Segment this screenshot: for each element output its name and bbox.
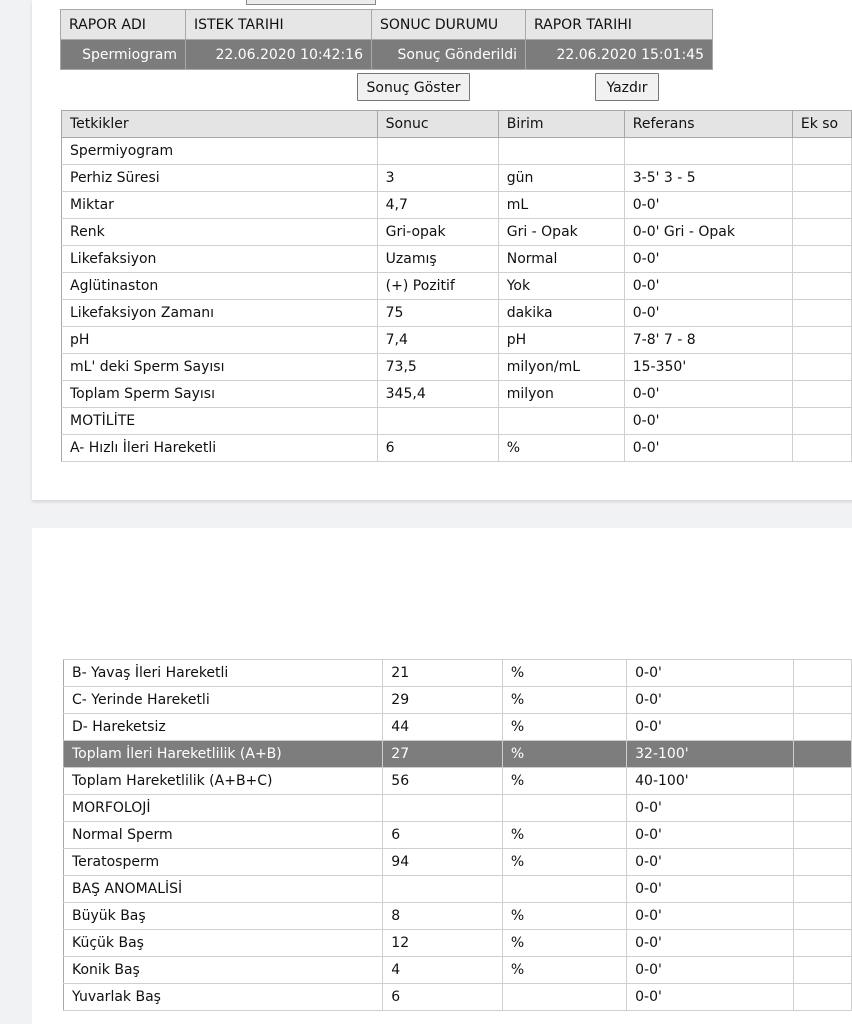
test-row[interactable] <box>64 849 852 876</box>
test-result: (+) Pozitif <box>377 273 498 300</box>
test-row[interactable] <box>64 930 852 957</box>
test-row[interactable] <box>62 138 852 165</box>
test-extra <box>792 435 851 462</box>
test-extra <box>792 192 851 219</box>
test-unit <box>502 876 626 903</box>
test-name: Teratosperm <box>64 849 383 876</box>
test-row[interactable] <box>64 741 852 768</box>
test-name: Perhiz Süresi <box>62 165 378 192</box>
test-unit: % <box>502 957 626 984</box>
test-name: Toplam İleri Hareketlilik (A+B) <box>64 741 383 768</box>
test-result: Uzamış <box>377 246 498 273</box>
col-tetkikler: Tetkikler <box>62 111 378 138</box>
test-reference: 0-0' <box>624 246 792 273</box>
test-result: 6 <box>377 435 498 462</box>
test-row[interactable] <box>62 327 852 354</box>
test-extra <box>792 327 851 354</box>
test-extra <box>792 138 851 165</box>
test-extra <box>794 822 852 849</box>
header-istek-tarihi: ISTEK TARIHI <box>186 10 372 40</box>
test-reference: 0-0' <box>627 957 794 984</box>
test-result: 56 <box>383 768 503 795</box>
test-extra <box>794 714 852 741</box>
test-extra <box>794 930 852 957</box>
test-unit <box>498 138 624 165</box>
col-birim: Birim <box>498 111 624 138</box>
test-extra <box>794 660 852 687</box>
test-row[interactable] <box>64 795 852 822</box>
test-reference: 0-0' <box>624 273 792 300</box>
test-result: 4 <box>383 957 503 984</box>
test-unit: % <box>502 822 626 849</box>
test-name: Likefaksiyon <box>62 246 378 273</box>
test-extra <box>794 957 852 984</box>
test-result: 7,4 <box>377 327 498 354</box>
test-unit: gün <box>498 165 624 192</box>
test-extra <box>794 795 852 822</box>
test-name: MOTİLİTE <box>62 408 378 435</box>
col-referans: Referans <box>624 111 792 138</box>
test-row[interactable] <box>62 300 852 327</box>
test-extra <box>794 984 852 1011</box>
test-extra <box>794 687 852 714</box>
test-extra <box>794 903 852 930</box>
test-row[interactable] <box>64 903 852 930</box>
test-row[interactable] <box>62 246 852 273</box>
test-reference: 0-0' <box>627 822 794 849</box>
test-name: Renk <box>62 219 378 246</box>
test-unit <box>498 408 624 435</box>
test-extra <box>792 219 851 246</box>
test-result: 29 <box>383 687 503 714</box>
test-row[interactable] <box>64 768 852 795</box>
test-reference: 0-0' <box>627 795 794 822</box>
test-unit: % <box>502 741 626 768</box>
show-result-button[interactable]: Sonuç Göster <box>357 73 470 101</box>
tests-table-top <box>61 110 852 462</box>
test-name: Konik Baş <box>64 957 383 984</box>
test-unit: % <box>502 849 626 876</box>
test-reference: 32-100' <box>627 741 794 768</box>
test-unit: mL <box>498 192 624 219</box>
test-reference: 0-0' <box>627 876 794 903</box>
header-rapor-adi: RAPOR ADI <box>61 10 186 40</box>
test-extra <box>792 381 851 408</box>
test-name: Likefaksiyon Zamanı <box>62 300 378 327</box>
test-row[interactable] <box>64 714 852 741</box>
report-row-selected[interactable] <box>61 40 713 70</box>
test-name: B- Yavaş İleri Hareketli <box>64 660 383 687</box>
test-row[interactable] <box>62 381 852 408</box>
test-row[interactable] <box>62 435 852 462</box>
test-name: Spermiyogram <box>62 138 378 165</box>
test-reference: 0-0' <box>627 903 794 930</box>
test-result: 75 <box>377 300 498 327</box>
test-name: Küçük Baş <box>64 930 383 957</box>
test-reference: 0-0' <box>627 930 794 957</box>
test-result <box>377 138 498 165</box>
test-result: 21 <box>383 660 503 687</box>
test-row[interactable] <box>62 165 852 192</box>
test-result: 8 <box>383 903 503 930</box>
test-extra <box>792 408 851 435</box>
test-unit: Normal <box>498 246 624 273</box>
tests-table-bottom <box>63 659 852 1011</box>
report-summary-table <box>60 9 713 70</box>
test-extra <box>792 354 851 381</box>
test-name: mL' deki Sperm Sayısı <box>62 354 378 381</box>
test-reference: 0-0' <box>627 849 794 876</box>
top-button-cutoff[interactable] <box>246 0 376 5</box>
test-name: Büyük Baş <box>64 903 383 930</box>
test-reference: 0-0' <box>627 660 794 687</box>
test-unit <box>502 984 626 1011</box>
request-date[interactable]: 22.06.2020 10:42:16 <box>186 40 372 70</box>
test-name: A- Hızlı İleri Hareketli <box>62 435 378 462</box>
test-row[interactable] <box>62 354 852 381</box>
test-unit: Yok <box>498 273 624 300</box>
test-unit: dakika <box>498 300 624 327</box>
test-result: 3 <box>377 165 498 192</box>
test-result: 6 <box>383 984 503 1011</box>
test-row[interactable] <box>64 660 852 687</box>
test-result: 44 <box>383 714 503 741</box>
test-extra <box>792 246 851 273</box>
test-result <box>383 876 503 903</box>
test-unit: % <box>502 903 626 930</box>
test-extra <box>792 165 851 192</box>
test-name: Aglütinaston <box>62 273 378 300</box>
test-row[interactable] <box>64 822 852 849</box>
report-header-row <box>61 10 713 40</box>
test-unit: % <box>502 930 626 957</box>
test-unit: % <box>502 714 626 741</box>
test-unit: % <box>502 687 626 714</box>
test-reference: 0-0' <box>627 687 794 714</box>
test-extra <box>794 768 852 795</box>
test-unit: milyon/mL <box>498 354 624 381</box>
test-reference: 0-0' <box>624 435 792 462</box>
test-row[interactable] <box>62 192 852 219</box>
test-result: 4,7 <box>377 192 498 219</box>
test-row[interactable] <box>64 687 852 714</box>
test-result: 27 <box>383 741 503 768</box>
test-reference: 3-5' 3 - 5 <box>624 165 792 192</box>
test-reference: 0-0' <box>624 300 792 327</box>
test-unit: pH <box>498 327 624 354</box>
test-unit: % <box>498 435 624 462</box>
test-result: 73,5 <box>377 354 498 381</box>
test-name: C- Yerinde Hareketli <box>64 687 383 714</box>
test-unit: % <box>502 768 626 795</box>
test-result <box>383 795 503 822</box>
col-sonuc: Sonuc <box>377 111 498 138</box>
tests-header-row <box>62 111 852 138</box>
test-reference: 7-8' 7 - 8 <box>624 327 792 354</box>
test-reference <box>624 138 792 165</box>
report-date[interactable]: 22.06.2020 15:01:45 <box>526 40 713 70</box>
test-reference: 15-350' <box>624 354 792 381</box>
test-extra <box>792 273 851 300</box>
header-sonuc-durumu: SONUC DURUMU <box>372 10 526 40</box>
test-unit <box>502 795 626 822</box>
report-name[interactable]: Spermiogram <box>61 40 186 70</box>
test-reference: 0-0' Gri - Opak <box>624 219 792 246</box>
result-status[interactable]: Sonuç Gönderildi <box>372 40 526 70</box>
header-rapor-tarihi: RAPOR TARIHI <box>526 10 713 40</box>
test-reference: 0-0' <box>627 714 794 741</box>
test-name: Normal Sperm <box>64 822 383 849</box>
print-button[interactable]: Yazdır <box>595 73 659 101</box>
test-name: pH <box>62 327 378 354</box>
test-row[interactable] <box>62 219 852 246</box>
test-result: 94 <box>383 849 503 876</box>
test-extra <box>794 741 852 768</box>
col-ek-sonuc: Ek so <box>792 111 851 138</box>
test-extra <box>794 876 852 903</box>
test-name: BAŞ ANOMALİSİ <box>64 876 383 903</box>
test-name: Toplam Sperm Sayısı <box>62 381 378 408</box>
test-unit: milyon <box>498 381 624 408</box>
test-result: 6 <box>383 822 503 849</box>
test-result: 12 <box>383 930 503 957</box>
test-name: Yuvarlak Baş <box>64 984 383 1011</box>
test-result: Gri-opak <box>377 219 498 246</box>
test-result <box>377 408 498 435</box>
test-result: 345,4 <box>377 381 498 408</box>
test-row[interactable] <box>64 984 852 1011</box>
test-row[interactable] <box>64 876 852 903</box>
test-row[interactable] <box>62 408 852 435</box>
test-reference: 40-100' <box>627 768 794 795</box>
test-extra <box>794 849 852 876</box>
test-name: Toplam Hareketlilik (A+B+C) <box>64 768 383 795</box>
test-reference: 0-0' <box>627 984 794 1011</box>
test-reference: 0-0' <box>624 408 792 435</box>
test-reference: 0-0' <box>624 192 792 219</box>
test-row[interactable] <box>64 957 852 984</box>
test-unit: % <box>502 660 626 687</box>
test-name: MORFOLOJİ <box>64 795 383 822</box>
test-reference: 0-0' <box>624 381 792 408</box>
test-unit: Gri - Opak <box>498 219 624 246</box>
test-row[interactable] <box>62 273 852 300</box>
test-name: D- Hareketsiz <box>64 714 383 741</box>
test-extra <box>792 300 851 327</box>
test-name: Miktar <box>62 192 378 219</box>
